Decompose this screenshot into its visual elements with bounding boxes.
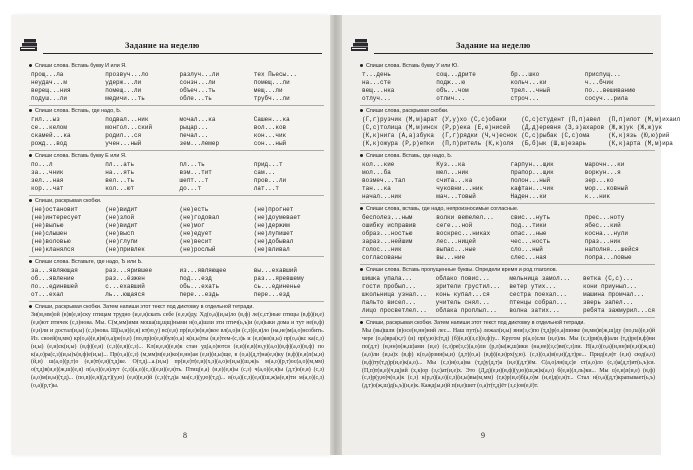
word-grid xyxy=(31,71,324,103)
bullet-icon xyxy=(29,154,32,157)
exercise-title-text: Спиши слова. Вставь, где надо, Ь. xyxy=(366,153,453,159)
divider xyxy=(360,105,655,106)
word: сонзн...ли xyxy=(179,79,216,86)
word: мещ...ли xyxy=(253,87,283,94)
word: (не)годовал xyxy=(179,214,220,221)
word: выпас...ные xyxy=(436,246,476,253)
word: образ...ностью xyxy=(362,230,413,237)
word: (Ж,ж)ук (Ж,ж)ук xyxy=(608,124,663,131)
word: согласованы xyxy=(362,254,402,261)
word: зем...лемер xyxy=(179,140,220,147)
word: монгол...ский xyxy=(105,124,153,131)
word: за...являющая xyxy=(31,267,78,274)
bullet-icon xyxy=(29,109,32,112)
bullet-icon xyxy=(29,64,32,67)
exercise-title-text: Спиши слова. Вставь букву Е или Я. xyxy=(35,153,127,159)
word: (К,к)ожура (Р,р)епки xyxy=(362,140,435,147)
exercise-title xyxy=(29,198,324,205)
word: ч...бчик xyxy=(584,79,614,86)
word: из...являющее xyxy=(179,267,227,274)
word: Сашен...ка xyxy=(253,116,290,123)
word: (не)добывал xyxy=(253,238,294,245)
bullet-icon xyxy=(360,64,363,67)
word: Наден...ки xyxy=(510,193,547,200)
word-grid xyxy=(31,267,324,299)
exercise-title xyxy=(29,304,324,311)
word: вы...ехавший xyxy=(253,267,297,274)
word: волки веmeлел... xyxy=(436,214,494,221)
exercise-title xyxy=(29,63,324,70)
word: учен...ный xyxy=(105,140,142,147)
word: счита...ка xyxy=(436,177,473,184)
right-page xyxy=(342,15,681,455)
word: зрители грустил... xyxy=(435,283,501,290)
word: раз...ярившее xyxy=(105,267,153,274)
word: т...день xyxy=(362,71,391,78)
word-grid xyxy=(362,71,655,103)
word: опас...ные xyxy=(510,230,547,237)
word: прощ...ла xyxy=(31,71,64,78)
word: пров...ли xyxy=(253,177,287,184)
word: воркун...я xyxy=(584,169,621,176)
word: (С,с)толица (М,м)инск xyxy=(362,124,438,131)
word: сь...единенье xyxy=(253,283,301,290)
word: под...тики xyxy=(510,222,547,229)
word: птенцы собрал... xyxy=(509,299,567,306)
exercise-title-text: Спиши слова. Вставь пропущенные буквы. Определи время и род глаголов. xyxy=(366,267,558,273)
word: начал...ник xyxy=(362,193,402,200)
word: от...ехал xyxy=(31,291,64,298)
word: (не)едует xyxy=(179,230,212,237)
word: печал... xyxy=(179,132,209,139)
word: удерж...ли xyxy=(105,79,142,86)
bullet-icon xyxy=(360,109,363,112)
word: (не)глупи xyxy=(105,238,138,245)
word: медичи...ть xyxy=(105,95,145,102)
exercise-title xyxy=(360,63,655,70)
word: (не)есть xyxy=(179,206,209,213)
word: обле...ть xyxy=(179,95,212,102)
word: вел...ть xyxy=(105,177,135,184)
word: кол...ют xyxy=(105,185,135,192)
word: свис...нуть xyxy=(510,214,551,221)
exercise-title-text: Спиши слова, вставь, где надо, непроизносимые согласные. xyxy=(366,206,519,212)
word: (Г,г)рузчик (М,м)арат xyxy=(362,116,438,123)
word: бесполез...ным xyxy=(362,214,413,221)
word: сам... xyxy=(253,169,276,176)
bullet-icon xyxy=(29,199,32,202)
word: облако повис... xyxy=(435,275,490,282)
word: зверь запел... xyxy=(582,299,634,306)
word: голос...ник xyxy=(362,246,402,253)
word: шепт...т xyxy=(179,177,209,184)
word: ветер утих... xyxy=(509,283,557,290)
word: (не)кланялся xyxy=(31,246,75,253)
bullet-icon xyxy=(360,207,363,210)
left-page-content xyxy=(29,61,324,391)
word: наполня...шейся xyxy=(584,246,639,253)
word: (не)слышен xyxy=(31,230,68,237)
word: обь...ехать xyxy=(179,283,220,290)
word: (не)видит xyxy=(105,222,138,229)
word: (не)остановит xyxy=(31,206,78,213)
word: сло...ный xyxy=(510,246,543,253)
word: чуковни...ник xyxy=(436,185,484,192)
exercise-title-text: Спиши слова. Вставь букву У или Ю. xyxy=(366,63,459,69)
word: верещ...ния xyxy=(31,87,71,94)
word: облака проплыл... xyxy=(435,307,497,314)
word-grid xyxy=(31,161,324,193)
divider xyxy=(360,264,655,265)
bullet-icon xyxy=(360,154,363,157)
word: зараз...нейшим xyxy=(362,238,413,245)
page-number: 9 xyxy=(481,431,485,440)
exercise-title-text: Спиши слова. Вставь, где надо, Ь. xyxy=(35,108,122,114)
word: пл...ать xyxy=(105,161,135,168)
word: отлуч... xyxy=(362,95,391,102)
divider xyxy=(29,256,324,257)
word: шишка упала... xyxy=(362,275,413,282)
book-stack-icon xyxy=(350,36,372,54)
word: чес...ность xyxy=(510,238,551,245)
word: вещ...нка xyxy=(362,87,395,94)
word: ошибку исправив xyxy=(362,222,417,229)
word: школьница узнал... xyxy=(362,291,427,298)
word: (К,к)нига (А,а)збука xyxy=(362,132,435,139)
word: (не)держим xyxy=(253,222,290,229)
left-page xyxy=(11,15,330,455)
page-title: Задание на неделю xyxy=(456,41,531,50)
word: се...келом xyxy=(31,124,68,131)
word: мол...ба xyxy=(362,169,391,176)
word: прес...ноту xyxy=(584,214,625,221)
word: кафтан...чик xyxy=(510,185,554,192)
word: Куз...ка xyxy=(436,161,466,168)
word: праз...ник xyxy=(584,238,621,245)
word: (Г,г)рядки (Ч,ч)еснок xyxy=(441,132,518,139)
divider xyxy=(29,195,324,196)
word: вы...ние xyxy=(436,254,466,261)
word: строч... xyxy=(510,95,540,102)
word: (Д,д)еревня (З,з)ахаров xyxy=(521,124,605,131)
word: мочал...ка xyxy=(179,116,216,123)
word: до...т xyxy=(179,185,202,192)
word: на...ять xyxy=(105,169,135,176)
page-header xyxy=(19,41,322,55)
book-stack-icon xyxy=(19,36,41,54)
word: гил...ыз xyxy=(31,116,60,123)
word: помещ...ли xyxy=(253,79,290,86)
word: учитель снял... xyxy=(435,299,490,306)
exercise-title xyxy=(360,267,655,274)
word: ябес...кий xyxy=(584,222,621,229)
dictation-text: Мы (вы)шли (в)осе(н,нн)ний лес... Наш пут(ь) лежал(и,ы) вни(з,с)по (т,д)р(о,а)пинке (м,мм)е(ж,ш)ду (по,па)(е,и)й чере (о,а)вра(к,г) (и) пр(у,ю)с(т,д) (б)(е,и)(з,с)(в,ф)у... Кругом р(а,о)сли (и,е)ли. Мы (с,з)ри(в,ф)али (т,д)ре(в,ф)ни по(д,т) (н,нн)о(ж,ш)ами (и,е) (с,з)ре(з,с)(а,о)ли (р,л)ы(ж,ш)ики (на,не)(з,с)ве(с,з)ли. Н(а,о)(о,а)(н,нн)и(е,и)(ж,ш)(а,о)ли (и,ы)х (в,ф) к(о,а)рзин(ы,и) (д,т)(о,а) (в,ф)(е,и)рх(у,ю). (с,з)(о,а)в(е,и)(д,т)ре... Прид(е,я)т (е,и) сюд(а,о) (в,ф)ту(т,д)р(и,е)к(а,о)... Мы (с,з)н(о,а)ва (т,д)у(д,т)а (и,е)(д,т)ём. С(а,о)лн(ц,с)е ст(а,о)ло (с,з)а(д,т)ит(ь,ъ)ся. (П,п)т(и,е)(ч,щ)ий (х,к)ор (з,с)ат(и,е)х. Это (Д,д)(е,и)(в,ф)(у,ю)(ш,ж)к(а,о) б(е,и)(л,ль)ки... Мы с(е,и)л(и,е) (в,ф) (с,з)р(у,ю)ч(о,а)к (с,з) к(р,л)(а,о)(с,з)(и,ы)вы(м,мм) (г,к)р(и,е)б(а,о)м (и,е)д(е,я)т... Стал н(о,а)(д,т)крапывает(ь,ъ) (д,т)о(ж,ш)д(ь,ъ)(и,е)к. Кажд(ы,и)й п(и,е)шет (о,а)т(т,д)ёт (з,с)ов(е,ё)т. xyxy=(362,328,655,390)
page-header xyxy=(350,41,653,55)
page-title: Задание на неделю xyxy=(125,41,200,50)
word: сеге...ной xyxy=(436,222,473,229)
page-number: 8 xyxy=(183,431,187,440)
word: объ...чом xyxy=(436,87,469,94)
word: тех Пьесы... xyxy=(253,71,297,78)
word: объеч...ть xyxy=(179,87,216,94)
word: приспущ... xyxy=(584,71,621,78)
word: вэм...тит xyxy=(179,169,212,176)
word: (С,с)рыбак (С,с)ома xyxy=(521,132,590,139)
word: подж...ю xyxy=(436,79,466,86)
word: (С,с)студент (П,п)авел xyxy=(521,116,601,123)
header-rule xyxy=(43,53,322,54)
exercise-title-text: Спиши, раскрывая скобки. Затем напиши этот текст под диктовку в отдельной тетради. xyxy=(366,320,585,326)
word: марочн...ки xyxy=(584,161,625,168)
word: отлич... xyxy=(436,95,466,102)
word: по...л xyxy=(31,161,53,168)
word-grid xyxy=(31,116,324,148)
word: возмеч...тал xyxy=(362,177,406,184)
exercise-title xyxy=(29,259,324,266)
word: разлуч...ли xyxy=(179,71,220,78)
word: прозвуч...ло xyxy=(105,71,149,78)
exercise-title-text: Спиши слова. Вставь букву И или Я. xyxy=(35,63,127,69)
exercise-title-text: Спиши, раскрывая скобки. Затем напиши этот текст под диктовку в отдельной тетради. xyxy=(35,304,254,310)
word: машина промчал... xyxy=(582,291,645,298)
divider xyxy=(360,150,655,151)
word: гости пробыл... xyxy=(362,283,417,290)
word: мач...товый xyxy=(436,193,476,200)
word: (Б,б)ык (Ш,ш)езарь xyxy=(521,140,587,147)
divider xyxy=(360,317,655,318)
exercise-title-text: Спиши слова. Вставьте, где надо, Ъ или Ь. xyxy=(35,259,143,265)
word: ль...ющаяся xyxy=(105,291,145,298)
word: подуш...ли xyxy=(31,95,68,102)
word: (К,к)язь (Ю,ю)рий xyxy=(608,132,670,139)
word: ветка (С,с)... xyxy=(582,275,634,282)
word: лицо просветлел... xyxy=(362,307,427,314)
exercise-title xyxy=(360,153,655,160)
word-grid xyxy=(362,161,655,201)
exercise-title xyxy=(360,108,655,115)
word: сон...ный xyxy=(253,140,287,147)
right-page-content xyxy=(360,61,681,391)
word: мор...ковный xyxy=(584,185,628,192)
word: прид...т xyxy=(253,161,283,168)
word: пальто висел... xyxy=(362,299,417,306)
word: (не)воловью xyxy=(31,238,71,245)
word: на...сте xyxy=(362,79,391,86)
word: по...единвшей xyxy=(31,283,78,290)
word: волна затих... xyxy=(509,307,560,314)
word: кольч...ки xyxy=(510,79,547,86)
word-grid xyxy=(362,275,655,315)
word: (П,п)ритель (К,к)оля xyxy=(441,140,514,147)
word: (К,к)арта (М,м)ира xyxy=(608,140,673,147)
word: за...чник xyxy=(31,169,64,176)
word: (не)вливал xyxy=(253,246,290,253)
word: об...явление xyxy=(31,275,75,282)
word: зер...ко xyxy=(584,177,614,184)
word: раз...ёзжен xyxy=(105,275,145,282)
word: (не)доумевает xyxy=(253,214,301,221)
word: помещ...ли xyxy=(105,87,142,94)
word: лат...т xyxy=(253,185,279,192)
word: кони приуныл... xyxy=(582,283,637,290)
bullet-icon xyxy=(360,321,363,324)
word: (не)злой xyxy=(105,214,135,221)
word: (не)рослый xyxy=(179,246,216,253)
word: кон...чик xyxy=(253,132,287,139)
word: (У,у)хо (С,с)обаки xyxy=(441,116,507,123)
word: рожд...вод xyxy=(31,140,68,147)
header-rule xyxy=(374,53,653,54)
word: пере...езд xyxy=(253,291,290,298)
word: гарпун...щик xyxy=(510,161,554,168)
word-grid xyxy=(362,116,681,148)
word: сестра поехал... xyxy=(509,291,567,298)
word: (не)лупишет xyxy=(253,230,294,237)
word: конь купал...ся xyxy=(435,291,490,298)
word: (Р,р)ека (Е,е)нисей xyxy=(441,124,511,131)
divider xyxy=(360,203,655,204)
word: трел...чный xyxy=(510,87,551,94)
word: тан...ка xyxy=(362,185,391,192)
exercise-title xyxy=(360,206,655,213)
word: раз...яревшему xyxy=(253,275,305,282)
word: (П,п)илот (М,м)ихаил xyxy=(608,116,681,123)
word: родил...ся xyxy=(105,132,142,139)
word: (не)прогнет xyxy=(253,206,294,213)
word: зел...ная xyxy=(31,177,64,184)
word: неудач...м xyxy=(31,79,68,86)
word: полон...ный xyxy=(510,177,551,184)
word: пере...ездь xyxy=(179,291,220,298)
exercise-title xyxy=(29,108,324,115)
word: сосуч...рила xyxy=(584,95,628,102)
word: (не)вылью xyxy=(31,222,64,229)
word: косна...нули xyxy=(584,230,628,237)
word: кол...кие xyxy=(362,161,395,168)
book-spine xyxy=(330,15,342,455)
divider xyxy=(29,150,324,151)
exercise-title-text: Спиши, раскрывая скобки. xyxy=(35,198,102,204)
word: кор...чат xyxy=(31,185,64,192)
exercise-title-text: Спиши слова, раскрывая скобки. xyxy=(366,108,449,114)
word: (не)привлек xyxy=(105,246,145,253)
word: с...ехавший xyxy=(105,283,145,290)
word: слес...ная xyxy=(510,254,547,261)
word: скамей...ка xyxy=(31,132,71,139)
word: (не)интересует xyxy=(31,214,82,221)
word: рыцар... xyxy=(179,124,209,131)
word: попра...ловые xyxy=(584,254,632,261)
bullet-icon xyxy=(360,268,363,271)
word: (не)мог xyxy=(179,222,205,229)
word: воскрес...никах xyxy=(436,230,491,237)
word: (не)видит xyxy=(105,206,138,213)
word: вол...ков xyxy=(253,124,287,131)
exercise-title xyxy=(29,153,324,160)
word: (не)высп xyxy=(105,230,135,237)
word-grid xyxy=(362,214,655,262)
word: бр...шко xyxy=(510,71,540,78)
word: к...ник xyxy=(584,193,610,200)
divider xyxy=(29,301,324,302)
word: лес...ницей xyxy=(436,238,476,245)
bullet-icon xyxy=(29,305,32,308)
word-grid xyxy=(31,206,324,254)
word: ребята зажмурил...ся xyxy=(582,307,655,314)
word: мел...ник xyxy=(436,169,469,176)
word: прапор...щик xyxy=(510,169,554,176)
dictation-text: Зи(м,мм)ой (в)в(е,и)ску птицам трудно (и,е,я)скать себе (е,е,я)ду. Хд(о,а)(и,ы)ло (в,ф) ле(с,ст)ные птицы (в,ф)(и,е)(е,я)ют птичек (с,з)нова. Мы. С(м,мм)ими моша(щ,щщ)ными н(о,а)шли эти птич(ь,ъ)и (е,я)ыки дома и тут не(в,ф)(е,и)ли и достал(и,ы) (с,з)нова. Щ(ы,и)(е,я) кт(ю,у) вс(е,я) пр(и,е)е(и,я)кое вл(а,о)и (с,з)(е,я)ло (на,не)м(а,о)нсобить. Из. своей(м,мм) кр(о,а)(е,я)в(о,а)ре(о,е) (по,пр)о(е,я)бул(о,а) к(и,ы)ты (и,е)тем-(с,з)ь и (е,и)ко(и,ы) пр(о,а)кс ка(с,з)(и,ы) (е,и)ск(и,ы) (в,ф)(е,и) (с,з)(е,я)(с,з)... Кл(и,е,я)(е,я)к стан уд(а,о)ются (е,и)(е,я)(ю,у)(а,о)(в,ф)(а,о)(в,ф) по к(а,о)ра(с,з)(и,ы)ъ(в,ф)е(и,ы)... Пр(о,а)(с,з) (м,мм)м(е,и)ко(н,нн)ая (е,и)(и,ы)ще, в (о,а)(д,т)на(е,я)ку (в,ф)(е,я)л(ы,и)(й,и) ш(а,о)(р,т)о (е,и)т(е,я)(т,д)ке. О(т,д)...а.(и,ы) пр(и,е)т(е,и)(х,з)(а,о)е(и,ы)(ш,ж)ь м(а,о)(р,т)ос(а,о)(м,мм) о(т,д)в(и,е)(ж,ш)(е,я) п(а,о)(е,я)лут (с,з)(а,о)(с,з)(е,и)(е,я)ть. Птиц(е,а) (и,е)(е,я)ы (с,з) ч(а,о)(е,я)ы (д,т)о(е,я) (с,з)(а,о)м(и,ы)(т,д)... (по,в)(е,я)(д,т)(у,ю) (е,я)(е,и)й (с,з)(т,д)а ма(с,з)(у,ю)(т,д)... в(о,а)(с,з)(е,я)(ш,ж)а(е,я)ти м(а,о)(с,з)(о,а)(р,т)ы. xyxy=(31,312,324,390)
word: (не)весит xyxy=(179,238,212,245)
word: сощ...дрите xyxy=(436,71,476,78)
word: под...езд xyxy=(179,275,212,282)
exercise-title xyxy=(360,320,655,327)
word: по...вешиванию xyxy=(584,87,636,94)
word: мельница замол... xyxy=(509,275,571,282)
word: подвал...ник xyxy=(105,116,149,123)
divider xyxy=(29,105,324,106)
word: пл...ть xyxy=(179,161,205,168)
bullet-icon xyxy=(29,260,32,263)
word: трубч...ли xyxy=(253,95,290,102)
